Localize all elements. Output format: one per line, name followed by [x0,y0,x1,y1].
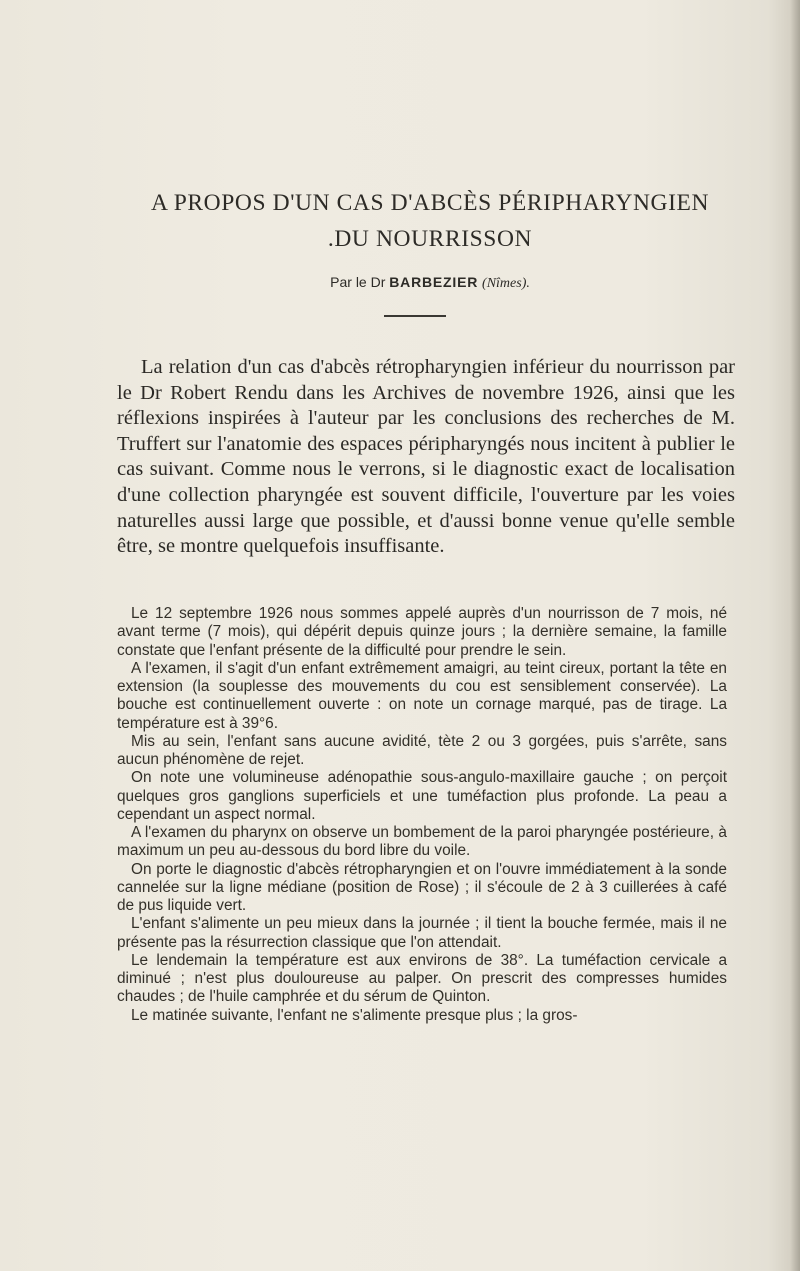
case-paragraph: A l'examen du pharynx on observe un bombement de la paroi pharyngée postérieure, à maximum un peu au-dessous du bord libre du voile. [117,824,727,860]
intro-paragraph: La relation d'un cas d'abcès rétropharyngien inférieur du nourrisson par le Dr Robert Rendu dans les Archives de novembre 1926, ainsi que les réflexions inspirées à l'auteur par les conclusions des recherches de M. Truffert sur l'anatomie des espaces péripharyngés nous incitent à publier le cas suivant. Comme nous le verrons, si le diagnostic exact de localisation d'une collection pharyngée est souvent difficile, l'ouverture par les voies naturelles aussi large que possible, et d'aussi bonne venue qu'elle semble être, se montre quelquefois insuffisante. [117,356,735,558]
case-paragraph: A l'examen, il s'agit d'un enfant extrêmement amaigri, au teint cireux, portant la tête en extension (la souplesse des mouvements du cou est sensiblement conservée). La bouche est continuellement ouverte : on note un cornage marqué, pas de tirage. La température est à 39°6. [117,659,727,732]
article-title-line-2: .DU NOURRISSON [327,226,533,252]
article-title-line-1: A PROPOS D'UN CAS D'ABCÈS PÉRIPHARYNGIEN [150,190,710,216]
case-paragraph: Le lendemain la température est aux environs de 38°. La tuméfaction cervicale a diminué ; n'est plus douloureuse au palper. On prescrit des compresses humides chaudes ; de l'huile camphrée et du sérum de Quinton. [117,951,727,1006]
author-name: BARBEZIER [389,274,479,290]
case-report [117,605,727,1025]
case-paragraph: On note une volumineuse adénopathie sous-angulo-maxillaire gauche ; on perçoit quelques gros ganglions superficiels et une tuméfaction plus profonde. La peau a cependant un aspect normal. [117,769,727,823]
case-paragraph: L'enfant s'alimente un peu mieux dans la journée ; il tient la bouche fermée, mais il ne présente pas la résurrection classique que l'on attendait. [117,915,727,951]
author-city: (Nîmes). [482,276,530,291]
author-byline [0,274,800,292]
title-divider [384,315,446,317]
case-paragraph: Le 12 septembre 1926 nous sommes appelé auprès d'un nourrisson de 7 mois, né avant terme (7 mois), qui dépérit depuis quinze jours ; la dernière semaine, la famille constate que l'enfant présente de la difficulté pour prendre le sein. [117,605,727,659]
case-paragraph: Le matinée suivante, l'enfant ne s'alimente presque plus ; la gros- [131,1006,578,1024]
byline-prefix: Par le Dr [330,274,386,290]
case-paragraph: Mis au sein, l'enfant sans aucune avidité, tète 2 ou 3 gorgées, puis s'arrête, sans aucun phénomène de rejet. [117,732,727,768]
case-paragraph: On porte le diagnostic d'abcès rétropharyngien et on l'ouvre immédiatement à la sonde cannelée sur la ligne médiane (position de Rose) ; il s'écoule de 2 à 3 cuillerées à café de pus liquide vert. [117,860,727,914]
